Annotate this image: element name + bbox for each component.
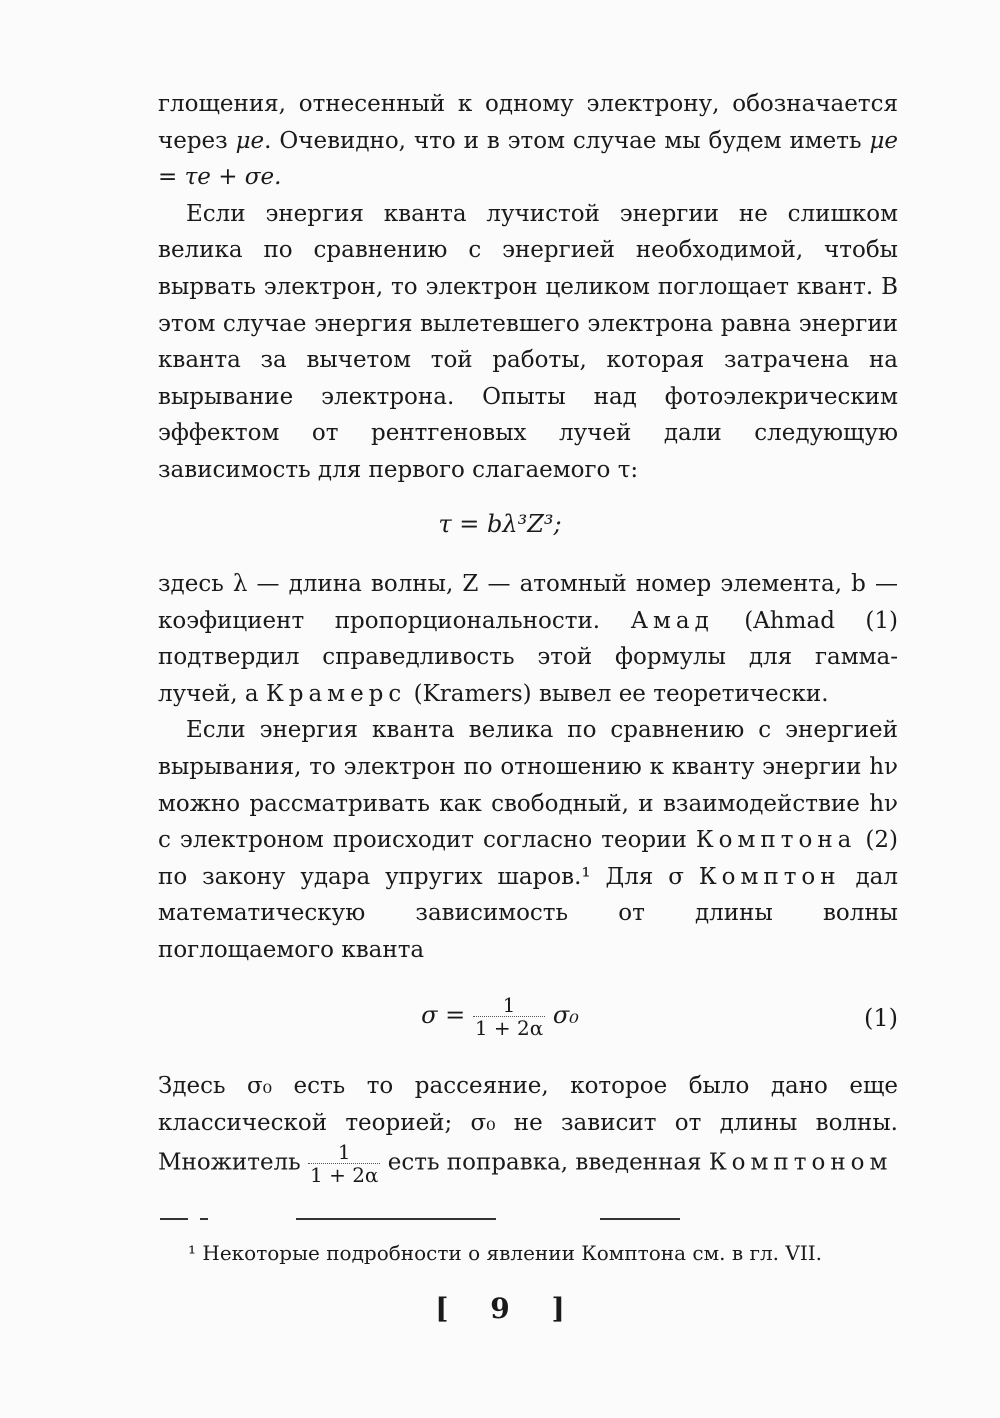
formula-sigma-rhs: σ₀ [552, 1001, 579, 1029]
author-compton-2: Комптон [698, 863, 841, 890]
fraction-numerator: 1 [502, 993, 516, 1017]
paragraph-1-text-b: . Очевидно, что и в этом случае мы будем иметь [264, 127, 870, 154]
paragraph-4-text-c: дал математическую зависимость от длины волны поглощаемого кванта [158, 863, 898, 963]
paragraph-2: Если энергия кванта лучистой энергии не слишком велика по сравнению с энергией необходимой, чтобы вырвать электрон, то электрон целиком поглощает квант. В этом случае энергия вылетевшего электрона равна энергии кванта за вычетом той работы, которая затрачена на вырывание электрона. Опыты над фотоэлекрическим эффектом от рентгеновых лучей дали следующую зависимость для первого слагаемого τ: [158, 200, 898, 483]
footnote: ¹ Некоторые подробности о явлении Комптона см. в гл. VII. [188, 1241, 822, 1265]
formula-sigma-fraction [473, 994, 545, 1039]
inline-equation: μe = τe + σe. [158, 127, 898, 191]
mu-e-symbol: μe [235, 127, 265, 154]
paragraph-3-text-a: здесь λ — длина волны, Z — атомный номер элемента, b — коэфициент пропорциональности. [158, 571, 898, 634]
paragraph-5 [158, 1068, 898, 1186]
paragraph-5-block [158, 1068, 898, 1186]
equation-number: (1) [864, 1004, 898, 1032]
paragraph-3 [158, 566, 898, 712]
paragraph-4-text-a: Если энергия кванта велика по сравнению с энергией вырывания, то электрон по отношению к кванту энергии hν можно рассматривать как свободный, и взаимодействие hν с электроном происходит согласно теории [158, 717, 898, 854]
formula-sigma [0, 994, 1000, 1039]
paragraph-5-text-a: Здесь σ₀ есть то рассеяние, которое было дано еще классической теорией; σ₀ не зависит от длины волны. Множитель [158, 1073, 898, 1176]
paragraph-continuation [158, 86, 898, 489]
formula-tau-text: τ = bλ³Z³; [438, 510, 562, 538]
page-number: [ 9 ] [435, 1292, 565, 1325]
fraction-denominator: 1 + 2α [474, 1016, 544, 1040]
author-kramers: Крамерс [265, 680, 407, 707]
inline-fraction [308, 1141, 380, 1186]
paragraph-3-block [158, 566, 898, 969]
footnote-separator [160, 1218, 720, 1220]
paragraph-4-text-b: (2) по закону удара упругих шаров.¹ Для σ [158, 827, 898, 890]
paragraph-4 [158, 712, 898, 968]
author-compton-1: Комптона [695, 827, 857, 854]
author-ahmad: Амад [630, 607, 714, 634]
paragraph-1-text-a: глощения, отнесенный к одному электрону, обозначается через [158, 91, 898, 154]
inline-fraction-numerator: 1 [337, 1140, 351, 1165]
paragraph-1 [158, 86, 898, 196]
inline-fraction-denominator: 1 + 2α [310, 1163, 379, 1188]
paragraph-5-text-b: есть поправка, введенная [380, 1149, 709, 1176]
formula-sigma-lhs: σ = [421, 1001, 466, 1029]
paragraph-3-text-b: (Ahmad (1) подтвердил справедливость этой формулы для гамма-лучей, а [158, 607, 898, 707]
paragraph-3-text-c: (Kramers) вывел ее теоретически. [406, 680, 829, 707]
formula-tau [0, 510, 1000, 538]
author-compton-3: Комптоном [708, 1149, 893, 1176]
